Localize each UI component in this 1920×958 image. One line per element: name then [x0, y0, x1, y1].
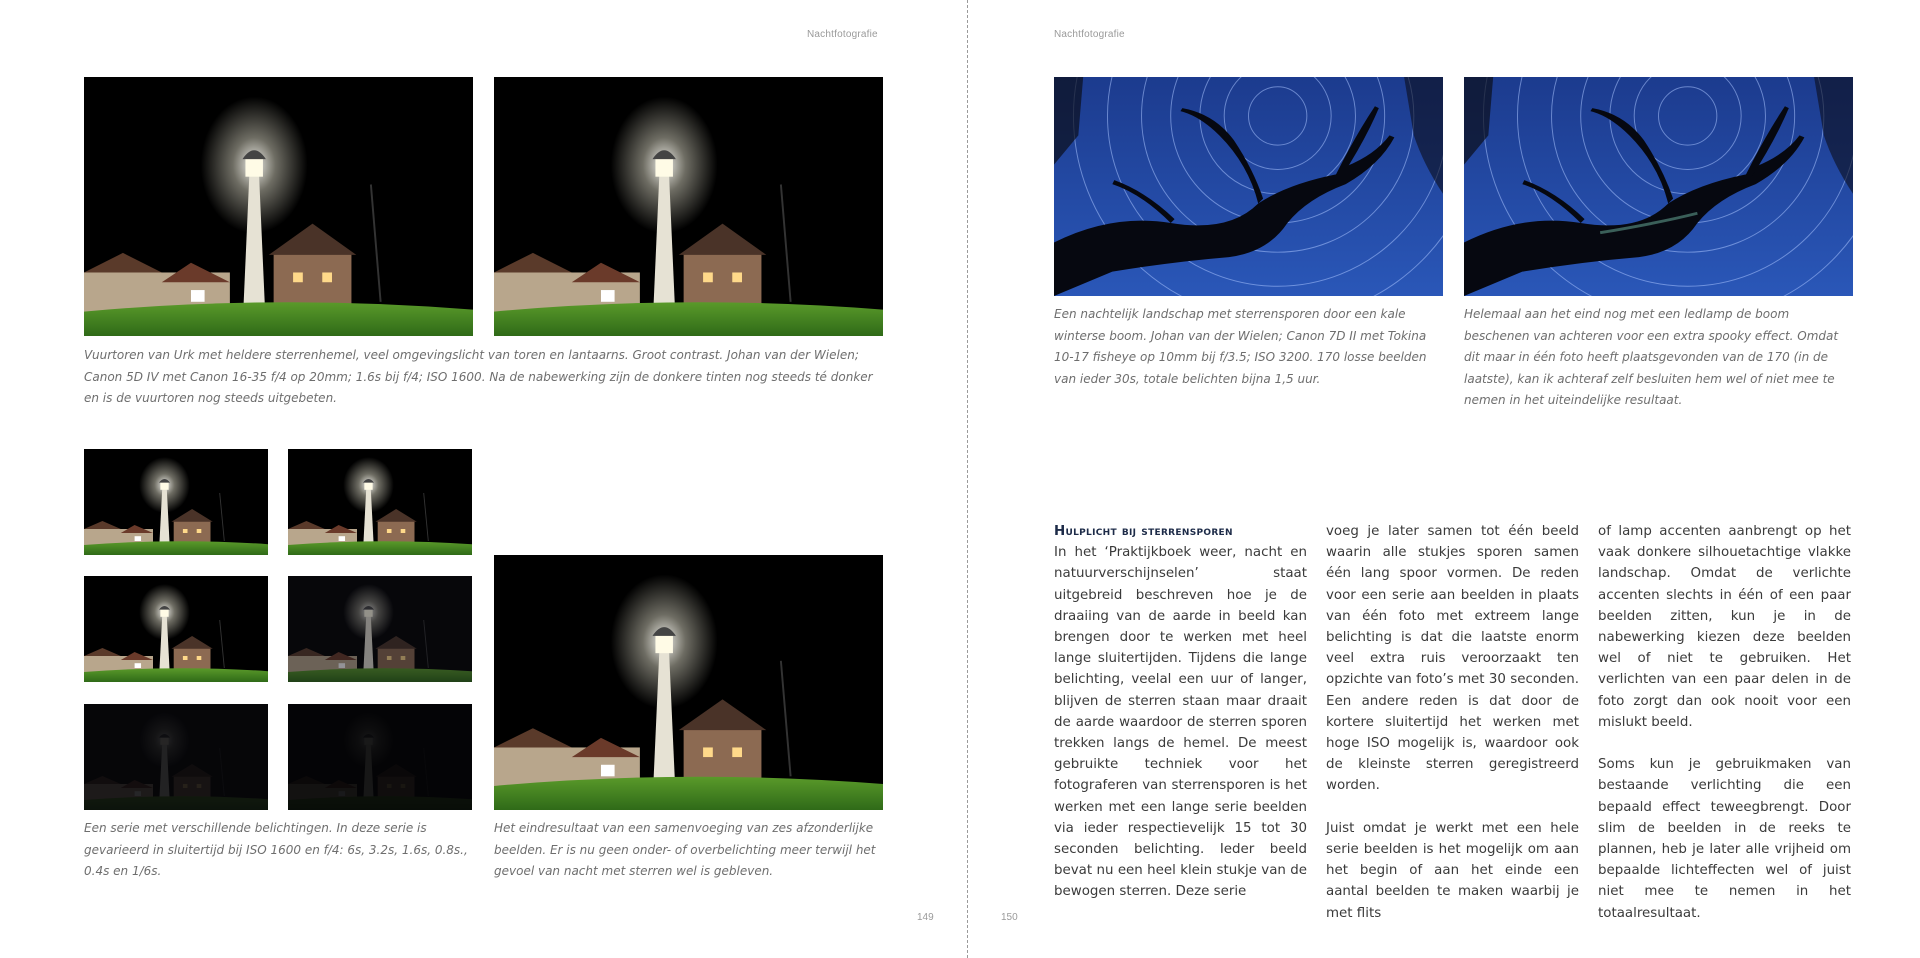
lighthouse-photo-final [494, 555, 883, 810]
running-header: Nachtfotografie [1054, 29, 1125, 40]
page-gutter [967, 0, 968, 958]
lighthouse-photo-before [84, 77, 473, 336]
right-page [970, 0, 1920, 958]
body-paragraph: of lamp accenten aanbrengt op het vaak donkere silhouetachtige vlakke landschap. Omdat de verlichte accenten slechts in één of een paar beelden zitten, kun je in de nabewerking kiezen deze beelden wel of niet te gebruiken. Het verlichten van een paar delen in de foto zorgt dan ook nooit voor een mislukt beeld. [1598, 524, 1851, 730]
body-paragraph: In het ‘Praktijkboek weer, nacht en natuurverschijnselen’ staat uitgebreid beschreven hoe je de draaiing van de aarde in beeld kan brengen door te werken met heel lange sluitertijden. Tijdens die lange belichting, veelal een uur of langer, blijven de sterren staan maar draait de aarde waardoor de sterren sporen trekken langs de hemel. De meest gebruikte techniek voor het fotograferen van sterrensporen is het werken met een lange serie beelden via ieder respectievelijk 15 tot 30 seconden belichting. Ieder beeld bevat nu een heel klein stukje van de bewogen sterren. Deze serie [1054, 545, 1307, 900]
running-header: Nachtfotografie [807, 29, 878, 40]
body-paragraph: Soms kun je gebruikmaken van bestaande verlichting die een bepaald effect teweegbrengt. Door slim de beelden in de reeks te plannen, heb je later alle vrijheid om bepaalde lichteffecten wel of juist niet mee te nemen in het totaalresultaat. [1598, 757, 1851, 921]
section-heading: Hulplicht bij sterrensporen [1054, 524, 1233, 539]
article-column-2 [1326, 521, 1579, 924]
caption-series: Een serie met verschillende belichtingen. In deze serie is gevarieerd in sluitertijd bij ISO 1600 en f/4: 6s, 3.2s, 1.6s, 0.8s., 0.4s en 1/6s. [84, 821, 468, 878]
caption-lighthouse: Vuurtoren van Urk met heldere sterrenhemel, veel omgevingslicht van toren en lantaarns. Groot contrast. Johan van der Wielen; Canon 5D IV met Canon 16-35 f/4 op 20mm; 1.6s bij f/4; ISO 1600. Na de nabewerking zijn de donkere tinten nog steeds té donker en is de vuurtoren nog steeds uitgebeten. [84, 348, 873, 405]
caption-final: Het eindresultaat van een samenvoeging van zes afzonderlijke beelden. Er is nu geen onder- of overbelichting meer terwijl het gevoel van nacht met sterren wel is gebleven. [494, 821, 876, 878]
series-thumbnail-6 [288, 704, 472, 810]
lighthouse-photo-edited [494, 77, 883, 336]
caption-startrails: Een nachtelijk landschap met sterrensporen door een kale winterse boom. Johan van der Wielen; Canon 7D II met Tokina 10-17 fisheye op 10mm bij f/3.5; ISO 3200. 170 losse beelden van ieder 30s, totale belichten bijna 1,5 uur. [1054, 307, 1427, 386]
series-thumbnail-2 [288, 449, 472, 555]
caption-ledlamp: Helemaal aan het eind nog met een ledlamp de boom beschenen van achteren voor een extra spooky effect. Omdat dit maar in één foto heeft plaatsgevonden van de 170 (in de laatste), kan ik achteraf zelf besluiten hem wel of niet mee te nemen in het uiteindelijke resultaat. [1464, 307, 1839, 407]
series-thumbnail-3 [84, 576, 268, 682]
series-thumbnail-4 [288, 576, 472, 682]
article-column-1 [1054, 521, 1307, 903]
page-number: 150 [1001, 912, 1018, 923]
body-paragraph: voeg je later samen tot één beeld waarin alle stukjes sporen samen één lang spoor vormen. De reden voor een serie aan beelden in plaats van één foto met extreem lange belichting is dat die laatste enorm veel extra ruis veroorzaakt ten opzichte van foto’s met 30 seconden. Een andere reden is dat door de kortere sluitertijd het werken met hoge ISO mogelijk is, waardoor ook de kleinste sterren geregistreerd worden. [1326, 524, 1579, 794]
series-thumbnail-5 [84, 704, 268, 810]
startrails-photo [1054, 77, 1443, 296]
body-paragraph: Juist omdat je werkt met een hele serie beelden is het mogelijk om aan het begin of aan het einde een aantal beelden te maken waarbij je met flits [1326, 820, 1579, 921]
page-number: 149 [917, 912, 934, 923]
article-column-3 [1598, 521, 1851, 924]
startrails-ledlamp-photo [1464, 77, 1853, 296]
series-thumbnail-1 [84, 449, 268, 555]
